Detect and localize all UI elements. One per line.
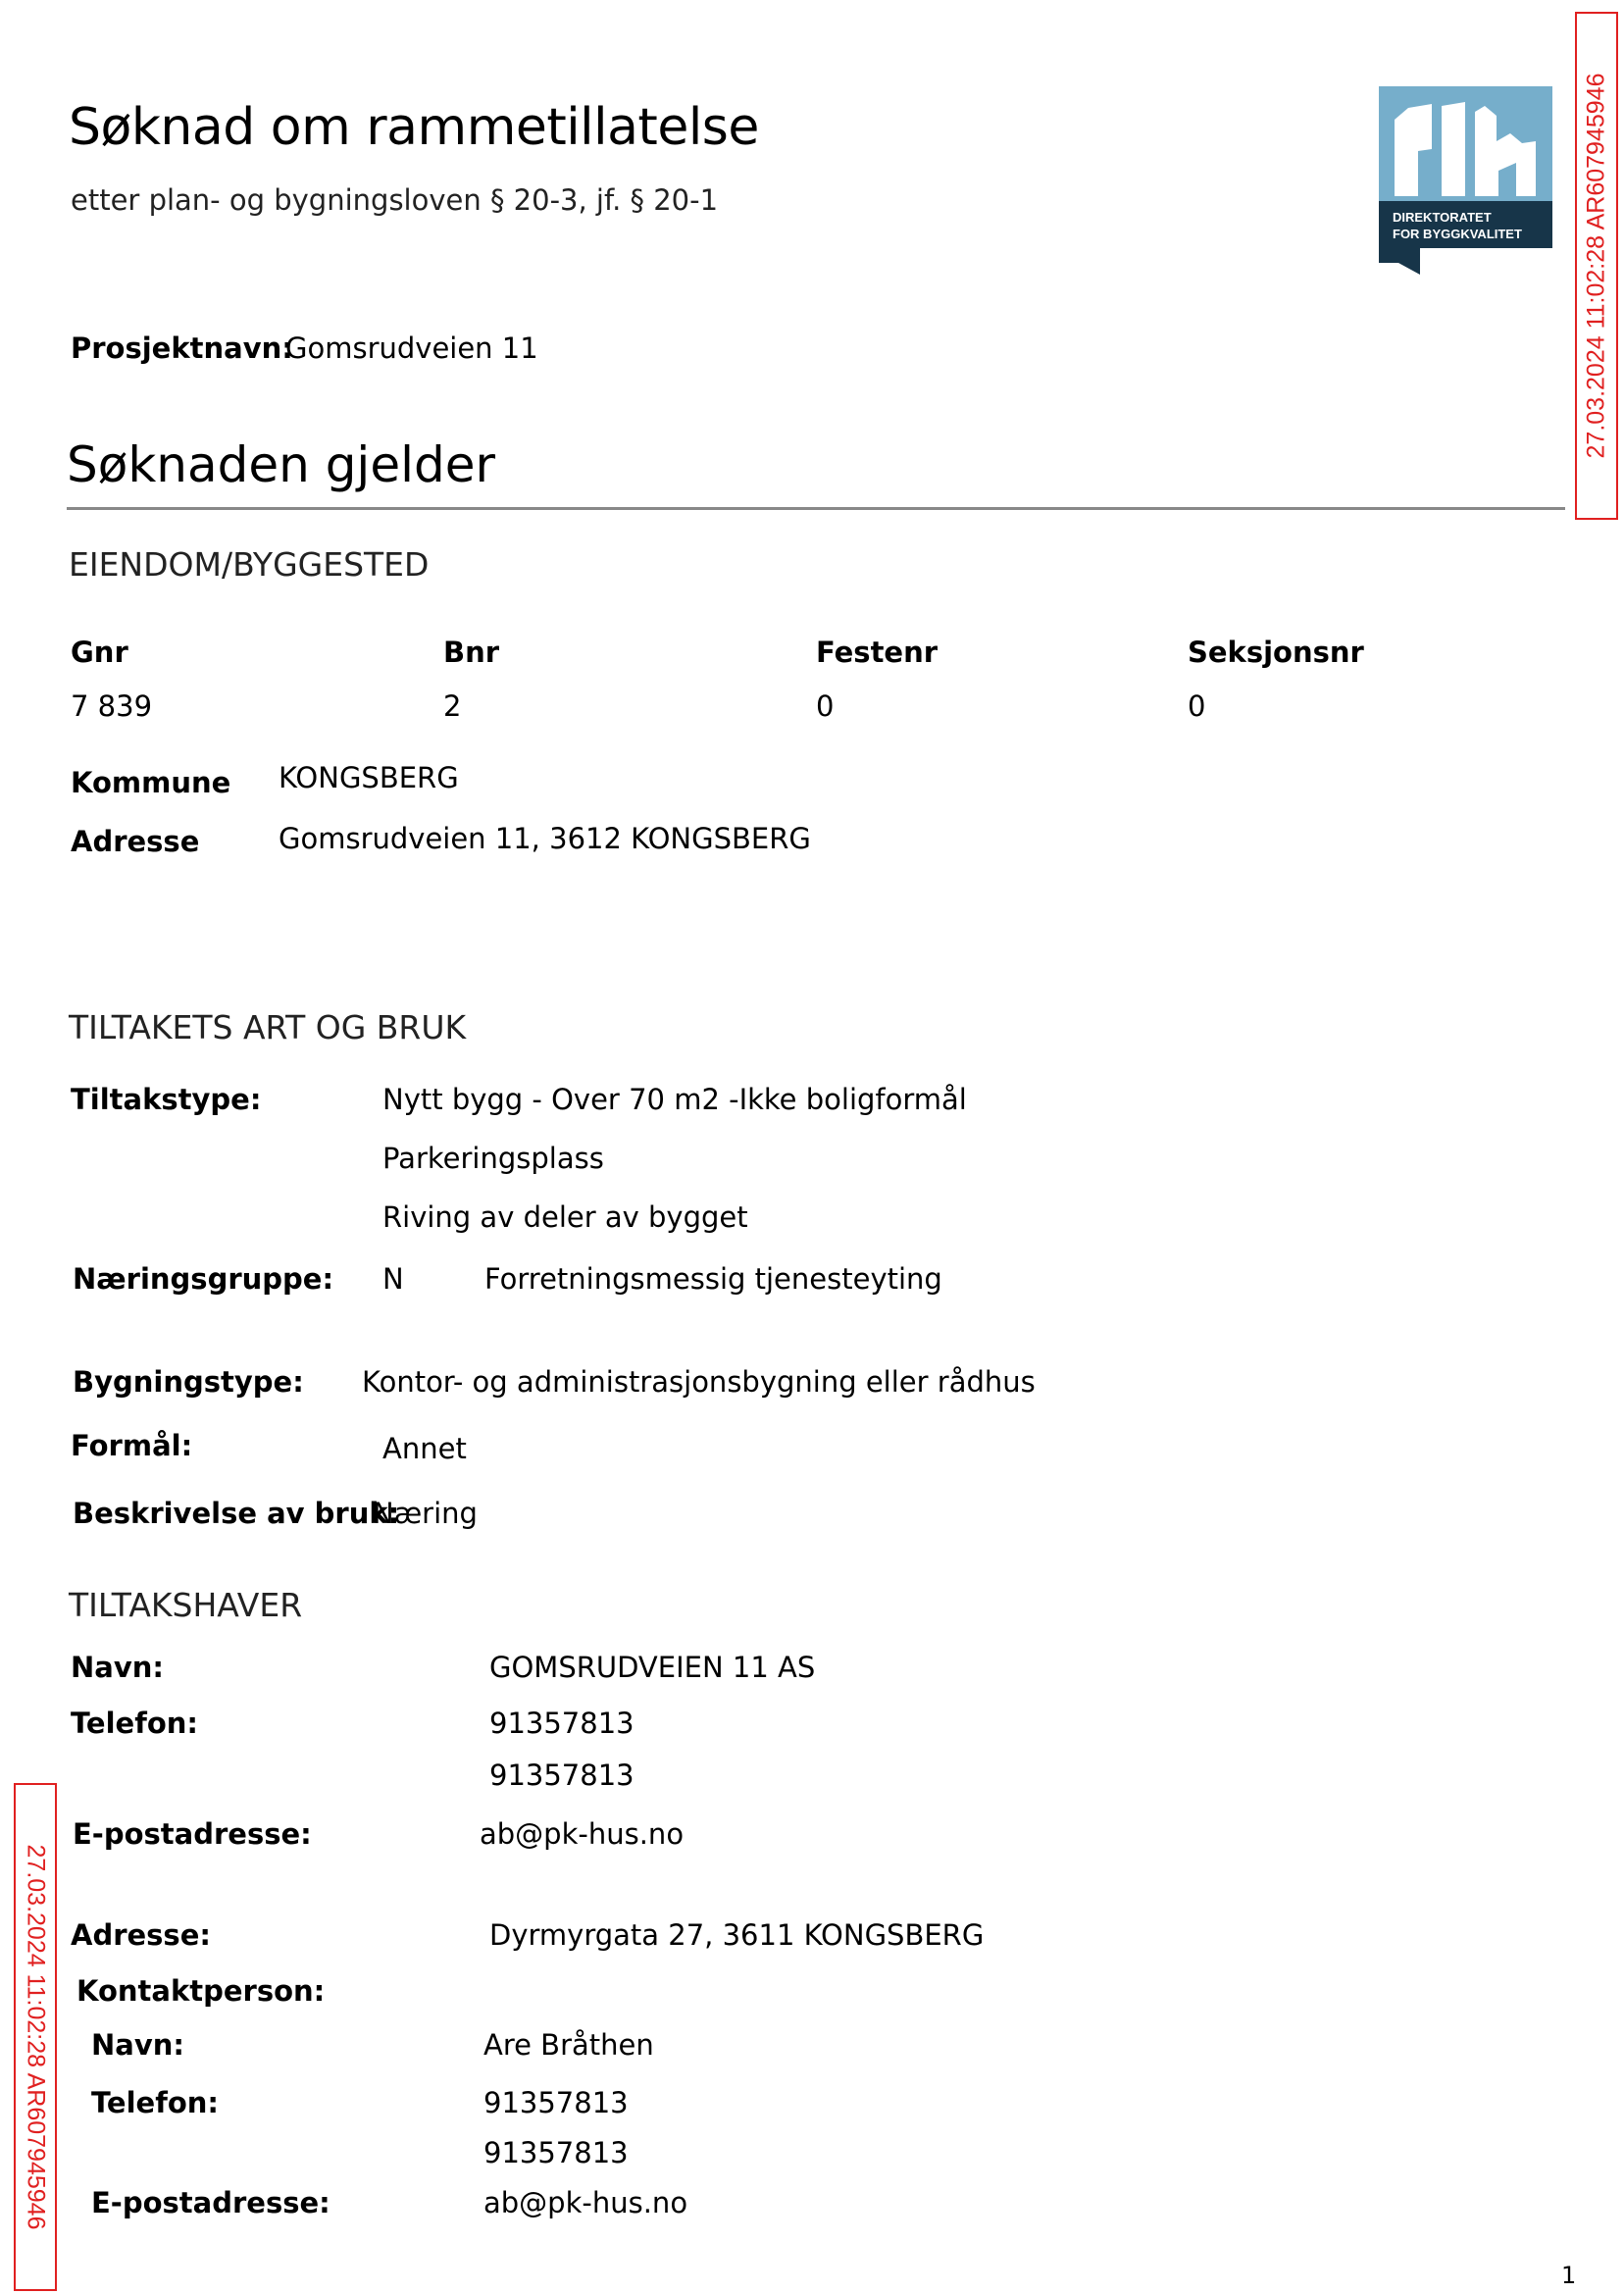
owner-name-label: Navn: (71, 1651, 164, 1684)
municipality-value: KONGSBERG (279, 761, 459, 794)
contact-phone-value: 91357813 (483, 2086, 629, 2119)
seksjonsnr-value: 0 (1188, 689, 1206, 723)
contact-name-label: Navn: (91, 2028, 184, 2062)
project-name-label: Prosjektnavn: (71, 331, 293, 365)
owner-email-value: ab@pk-hus.no (480, 1817, 685, 1851)
logo-text-line2: FOR BYGGKVALITET (1393, 227, 1522, 241)
section-heading: Søknaden gjelder (67, 436, 496, 493)
building-type-value: Kontor- og administrasjonsbygning eller rådhus (362, 1365, 1036, 1399)
owner-address-label: Adresse: (71, 1918, 211, 1952)
contact-person-label: Kontaktperson: (76, 1974, 326, 2008)
measure-type-label: Tiltakstype: (71, 1083, 262, 1116)
contact-phone-label: Telefon: (91, 2086, 219, 2119)
dibk-logo (1379, 86, 1552, 275)
owner-phone-label: Telefon: (71, 1707, 198, 1740)
project-name-value: Gomsrudveien 11 (285, 331, 538, 365)
industry-code: N (382, 1262, 404, 1296)
bnr-label: Bnr (443, 636, 500, 669)
owner-email-label: E-postadresse: (73, 1817, 312, 1851)
purpose-label: Formål: (71, 1429, 193, 1462)
address-value: Gomsrudveien 11, 3612 KONGSBERG (279, 822, 811, 855)
bnr-value: 2 (443, 689, 462, 723)
municipality-label: Kommune (71, 766, 231, 799)
received-stamp-text: 27.03.2024 11:02:28 AR607945946 (1582, 73, 1610, 459)
industry-label: Næringsgruppe: (73, 1262, 334, 1296)
measure-type-item: Riving av deler av bygget (382, 1200, 748, 1234)
festenr-label: Festenr (816, 636, 939, 669)
document-title: Søknad om rammetillatelse (69, 98, 759, 157)
building-type-label: Bygningstype: (73, 1365, 304, 1399)
use-label: Beskrivelse av bruk: (73, 1497, 400, 1530)
logo-text-line1: DIREKTORATET (1393, 210, 1492, 225)
measure-type-item: Nytt bygg - Over 70 m2 -Ikke boligformål (382, 1083, 967, 1116)
owner-phone-value: 91357813 (489, 1707, 634, 1740)
use-value: Næring (373, 1497, 478, 1530)
contact-email-label: E-postadresse: (91, 2186, 330, 2219)
gnr-label: Gnr (71, 636, 128, 669)
received-stamp (1575, 12, 1618, 520)
gnr-value: 7 839 (71, 689, 153, 723)
document-subtitle: etter plan- og bygningsloven § 20-3, jf. § 20-1 (71, 183, 719, 217)
measure-heading: TILTAKETS ART OG BRUK (69, 1008, 467, 1046)
owner-phone-value: 91357813 (489, 1759, 634, 1792)
owner-address-value: Dyrmyrgata 27, 3611 KONGSBERG (489, 1918, 985, 1952)
section-divider (67, 507, 1565, 510)
property-heading: EIENDOM/BYGGESTED (69, 545, 430, 584)
seksjonsnr-label: Seksjonsnr (1188, 636, 1364, 669)
measure-type-item: Parkeringsplass (382, 1142, 604, 1175)
owner-heading: TILTAKSHAVER (69, 1586, 303, 1624)
owner-name-value: GOMSRUDVEIEN 11 AS (489, 1651, 816, 1684)
address-label: Adresse (71, 825, 200, 858)
dibk-logo-graphic (1379, 86, 1552, 275)
purpose-value: Annet (382, 1432, 467, 1465)
festenr-value: 0 (816, 689, 835, 723)
contact-email-value: ab@pk-hus.no (483, 2186, 688, 2219)
received-stamp-text: 27.03.2024 11:02:28 AR607945946 (22, 1844, 50, 2230)
contact-phone-value: 91357813 (483, 2136, 629, 2169)
contact-name-value: Are Bråthen (483, 2028, 654, 2062)
page-number: 1 (1561, 2262, 1577, 2289)
industry-name: Forretningsmessig tjenesteyting (484, 1262, 942, 1296)
received-stamp (14, 1783, 57, 2291)
